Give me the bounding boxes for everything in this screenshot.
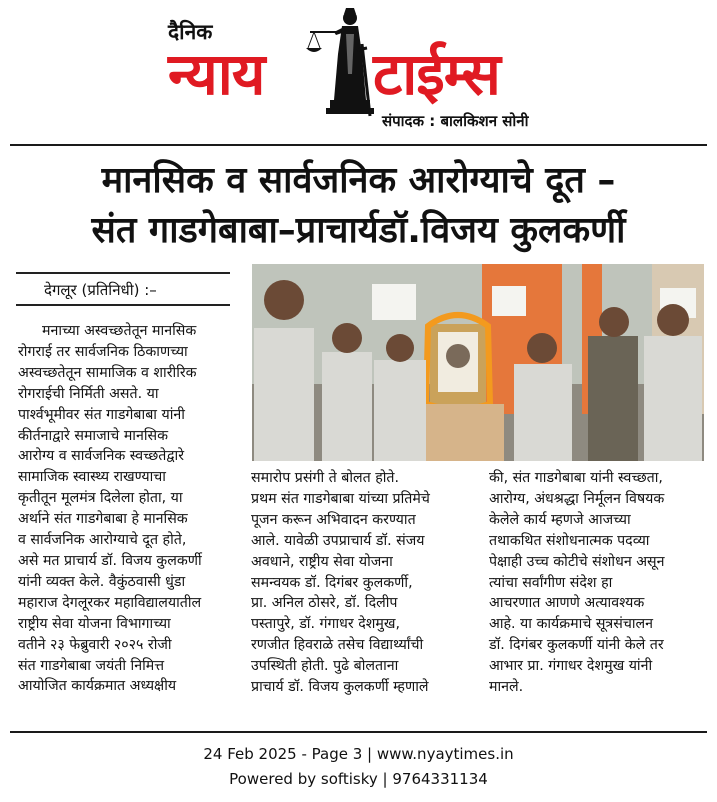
article-line: समन्वयक डॉ. दिगंबर कुलकर्णी, [251,574,413,591]
footer-powered-by: Powered by softisky | 9764331134 [229,770,488,788]
article-line: प्राचार्य डॉ. विजय कुलकर्णी म्हणाले [251,679,429,696]
article-line: रोगराई तर सार्वजनिक ठिकाणच्या [18,343,188,360]
headline-line-1: मानसिक व सार्वजनिक आरोग्याचे दूत – [101,160,616,201]
article-line: आहे. या कार्यक्रमाचे सूत्रसंचालन [489,616,654,633]
article-line: सामाजिक स्वास्थ्य राखण्याचा [18,469,166,486]
masthead-rule [10,144,707,146]
article-line: समारोप प्रसंगी ते बोलत होते. [251,470,400,486]
article-line: आरोग्य, अंधश्रद्धा निर्मूलन विषयक [489,490,665,507]
article-line: प्रा. अनिल ठोसरे, डॉ. दिलीप [251,595,398,612]
article-line: अर्थाने संत गाडगेबाबा हे मानसिक [18,511,188,528]
article-line: कीर्तनाद्वारे समाजाचे मानसिक [18,427,169,444]
article-column-1 [18,321,230,697]
article-line: आले. यावेळी उपप्राचार्य डॉ. संजय [251,532,425,549]
article-line: केलेले कार्य म्हणजे आजच्या [489,511,631,528]
article-line: पार्श्वभूमीवर संत गाडगेबाबा यांनी [18,406,185,423]
brand-name-left: न्याय [168,40,265,108]
article-line: महाराज देगलूरकर महाविद्यालयातील [18,594,202,611]
article-line: आचरणात आणणे अत्यावश्यक [489,595,645,612]
article-line: अवधाने, राष्ट्रीय सेवा योजना [251,553,393,570]
article-line: असे मत प्राचार्य डॉ. विजय कुलकर्णी [18,552,202,569]
article-line: आरोग्य व सार्वजनिक स्वच्छतेद्वारे [18,448,185,465]
article-line: मनाच्या अस्वच्छतेतून मानसिक [42,323,197,339]
article-line: पस्तापुरे, डॉ. गंगाधर देशमुख, [251,616,400,633]
daily-label: दैनिक [168,20,213,44]
article-line: वतीने २३ फेब्रुवारी २०२५ रोजी [18,636,172,653]
footer-date-page: 24 Feb 2025 - Page 3 | www.nyaytimes.in [203,745,514,763]
article-line: यांनी व्यक्त केले. वैकुंठवासी धुंडा [18,573,186,590]
article-line: आयोजित कार्यक्रमात अध्यक्षीय [18,678,177,695]
article-line: अस्वच्छतेतून सामाजिक व शारीरिक [18,364,197,381]
article-line: राष्ट्रीय सेवा योजना विभागाच्या [18,615,171,632]
editor-line: संपादक : बालकिशन सोनी [382,112,529,130]
article-line: पूजन करून अभिवादन करण्यात [251,511,416,528]
dateline: देगलूर (प्रतिनिधी) :– [44,281,157,299]
article-line: संत गाडगेबाबा जयंती निमित्त [18,657,165,674]
article-line: कृतीतून मूलमंत्र दिलेला होता, या [18,490,183,507]
masthead [0,0,717,140]
article-line: रणजीत हिवराळे तसेच विद्यार्थ्यांची [251,637,424,654]
article-line: त्यांचा सर्वांगीण संदेश हा [489,574,613,591]
article-line: तथाकथित संशोधनात्मक पदव्या [489,532,650,549]
article-column-2 [251,468,473,698]
brand-name-right: टाईम्स [373,40,500,108]
article-line: रोगराईची निर्मिती असते. या [18,385,159,402]
lady-justice-icon [304,4,380,122]
article-line: डॉ. दिगंबर कुलकर्णी यांनी केले तर [489,637,664,654]
article-line: प्रथम संत गाडगेबाबा यांच्या प्रतिमेचे [251,490,430,507]
article-line: आभार प्रा. गंगाधर देशमुख यांनी [489,658,653,675]
article-line: व सार्वजनिक आरोग्याचे दूत होते, [18,532,187,549]
article-line: मानले. [489,679,524,696]
article-column-3 [489,468,705,698]
headline-line-2: संत गाडगेबाबा–प्राचार्यडॉ.विजय कुलकर्णी [91,210,626,251]
article-line: उपस्थिती होती. पुढे बोलताना [251,658,399,675]
event-photo [252,264,704,461]
footer-rule [10,731,707,733]
article-line: पेक्षाही उच्च कोटीचे संशोधन असून [489,553,665,570]
article-line: की, संत गाडगेबाबा यांनी स्वच्छता, [489,470,663,486]
